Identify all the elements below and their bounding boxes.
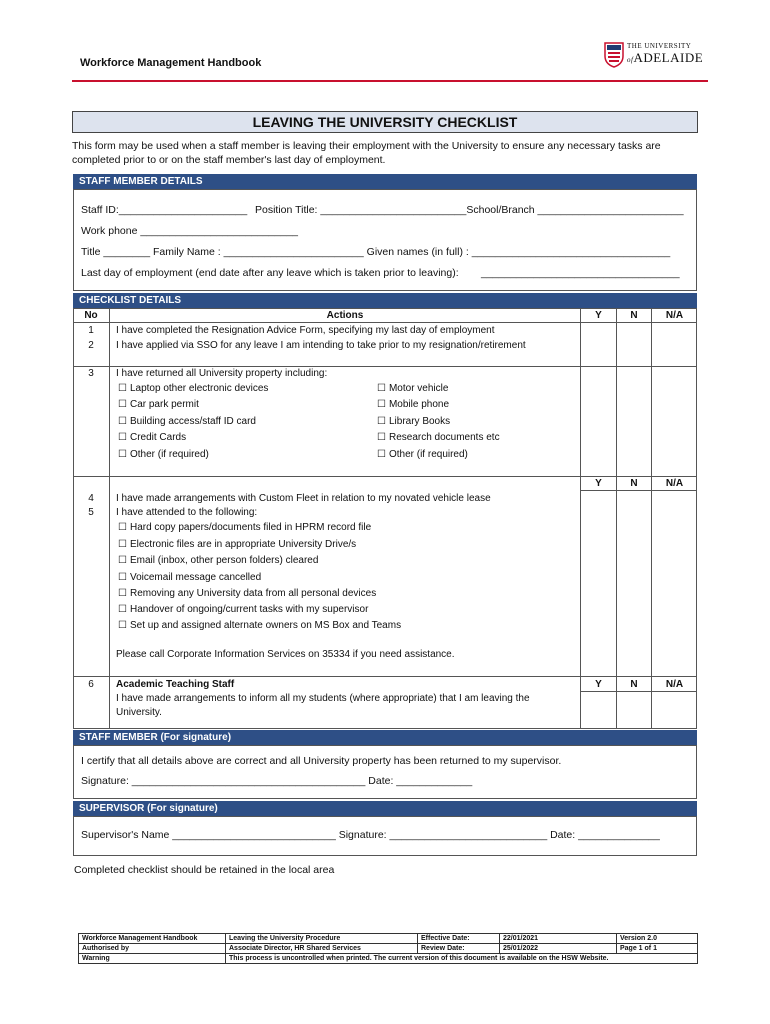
col-y-header: Y <box>595 679 602 690</box>
item-number: 2 <box>88 340 94 351</box>
checkbox-hprm[interactable]: ☐ Hard copy papers/documents filed in HPRM record file <box>118 522 371 533</box>
item-6-line-2: University. <box>116 707 162 718</box>
staff-details-box <box>73 189 697 291</box>
col-n-header: N <box>630 310 638 321</box>
checkbox-ms-box-teams[interactable]: ☐ Set up and assigned alternate owners on MS Box and Teams <box>118 620 401 631</box>
supervisor-box <box>73 816 697 856</box>
checkbox-motor-vehicle[interactable]: ☐ Motor vehicle <box>377 383 448 394</box>
footer-cell: 22/01/2021 <box>500 934 617 944</box>
name-fields[interactable]: Title ________ Family Name : ________________________ Given names (in full) : __________________________________ <box>81 246 671 258</box>
item-4-text: I have made arrangements with Custom Fleet in relation to my novated vehicle lease <box>116 493 491 504</box>
grid-line <box>73 676 697 677</box>
last-day-label: Last day of employment (end date after any leave which is taken prior to leaving): <box>81 267 459 279</box>
item-6-title: Academic Teaching Staff <box>116 679 235 690</box>
footer-cell: Leaving the University Procedure <box>226 934 418 944</box>
checkbox-research-docs[interactable]: ☐ Research documents etc <box>377 432 500 443</box>
checkbox-electronic-files[interactable]: ☐ Electronic files are in appropriate University Drive/s <box>118 539 356 550</box>
certify-statement: I certify that all details above are correct and all University property has been returned to my supervisor. <box>81 755 562 767</box>
item-2-text: I have applied via SSO for any leave I am intending to take prior to my resignation/retirement <box>116 340 526 351</box>
col-n-header: N <box>630 478 638 489</box>
checkbox-other-left[interactable]: ☐ Other (if required) <box>118 449 209 460</box>
footer-cell: Workforce Management Handbook <box>79 934 226 944</box>
grid-line <box>651 308 652 729</box>
item-number: 1 <box>88 325 94 336</box>
staff-id-field[interactable]: Staff ID:______________________ <box>81 204 248 216</box>
intro-text: This form may be used when a staff member is leaving their employment with the University to ensure any necessary tasks are completed prior to or on the staff member's last day of employment. <box>72 140 661 166</box>
staff-signature-field[interactable]: Signature: ________________________________________ Date: _____________ <box>81 775 473 787</box>
checkbox-laptop[interactable]: ☐ Laptop other electronic devices <box>118 383 268 394</box>
checkbox-library-books[interactable]: ☐ Library Books <box>377 416 450 427</box>
handbook-title: Workforce Management Handbook <box>80 57 262 69</box>
grid-line <box>73 322 697 323</box>
header-rule <box>72 80 708 82</box>
grid-line <box>580 691 697 692</box>
grid-line <box>73 366 697 367</box>
col-na-header: N/A <box>665 478 684 489</box>
checkbox-email[interactable]: ☐ Email (inbox, other person folders) cleared <box>118 555 318 566</box>
assistance-note: Please call Corporate Information Services on 35334 if you need assistance. <box>116 649 455 660</box>
crest-icon <box>604 42 624 68</box>
checkbox-other-right[interactable]: ☐ Other (if required) <box>377 449 468 460</box>
footer-cell: 25/01/2022 <box>500 944 617 954</box>
retention-note: Completed checklist should be retained in the local area <box>74 864 335 876</box>
logo-line-2: ofADELAIDE <box>627 50 704 65</box>
item-number: 5 <box>88 507 94 518</box>
staff-signature-box <box>73 745 697 799</box>
grid-line <box>73 476 697 477</box>
col-y-header: Y <box>595 310 602 321</box>
col-n-header: N <box>630 679 638 690</box>
supervisor-heading: SUPERVISOR (For signature) <box>73 801 697 816</box>
staff-signature-heading: STAFF MEMBER (For signature) <box>73 730 697 745</box>
grid-line <box>580 308 581 729</box>
supervisor-signature-field[interactable]: Supervisor's Name ____________________________ Signature: ___________________________ Date: ______________ <box>81 829 660 841</box>
item-number: 3 <box>88 368 94 379</box>
university-logo <box>604 42 704 70</box>
col-no-header: No <box>84 310 98 321</box>
col-actions-header: Actions <box>326 310 364 321</box>
last-day-field[interactable]: __________________________________ <box>481 267 680 279</box>
checkbox-credit-cards[interactable]: ☐ Credit Cards <box>118 432 186 443</box>
item-1-text: I have completed the Resignation Advice Form, specifying my last day of employment <box>116 325 495 336</box>
checkbox-id-card[interactable]: ☐ Building access/staff ID card <box>118 416 256 427</box>
grid-line <box>616 308 617 729</box>
footer-cell: Version 2.0 <box>617 934 698 944</box>
checkbox-mobile-phone[interactable]: ☐ Mobile phone <box>377 399 449 410</box>
checkbox-handover[interactable]: ☐ Handover of ongoing/current tasks with my supervisor <box>118 604 368 615</box>
position-school-field[interactable]: Position Title: _________________________School/Branch _________________________ <box>255 204 684 216</box>
footer-cell: Page 1 of 1 <box>617 944 698 954</box>
item-number: 4 <box>88 493 94 504</box>
checkbox-personal-devices[interactable]: ☐ Removing any University data from all personal devices <box>118 588 376 599</box>
col-na-header: N/A <box>665 310 684 321</box>
logo-line-1: THE UNIVERSITY <box>627 42 692 50</box>
staff-details-heading: STAFF MEMBER DETAILS <box>73 174 697 189</box>
footer-table <box>78 933 698 964</box>
footer-cell: Review Date: <box>418 944 500 954</box>
form-title: LEAVING THE UNIVERSITY CHECKLIST <box>72 111 698 133</box>
work-phone-field[interactable]: Work phone ___________________________ <box>81 225 299 237</box>
grid-line <box>580 490 697 491</box>
footer-warning: This process is uncontrolled when printed. The current version of this document is available on the HSW Website. <box>226 954 698 964</box>
item-5-text: I have attended to the following: <box>116 507 258 518</box>
checklist-heading: CHECKLIST DETAILS <box>73 293 697 308</box>
col-y-header: Y <box>595 478 602 489</box>
footer-cell: Effective Date: <box>418 934 500 944</box>
checkbox-voicemail[interactable]: ☐ Voicemail message cancelled <box>118 572 261 583</box>
footer-cell: Authorised by <box>79 944 226 954</box>
item-number: 6 <box>88 679 94 690</box>
footer-cell: Warning <box>79 954 226 964</box>
col-na-header: N/A <box>665 679 684 690</box>
item-3-text: I have returned all University property including: <box>116 368 328 379</box>
grid-line <box>109 308 110 729</box>
item-6-line-1: I have made arrangements to inform all my students (where appropriate) that I am leaving the <box>116 693 530 704</box>
checkbox-car-park[interactable]: ☐ Car park permit <box>118 399 199 410</box>
footer-cell: Associate Director, HR Shared Services <box>226 944 418 954</box>
